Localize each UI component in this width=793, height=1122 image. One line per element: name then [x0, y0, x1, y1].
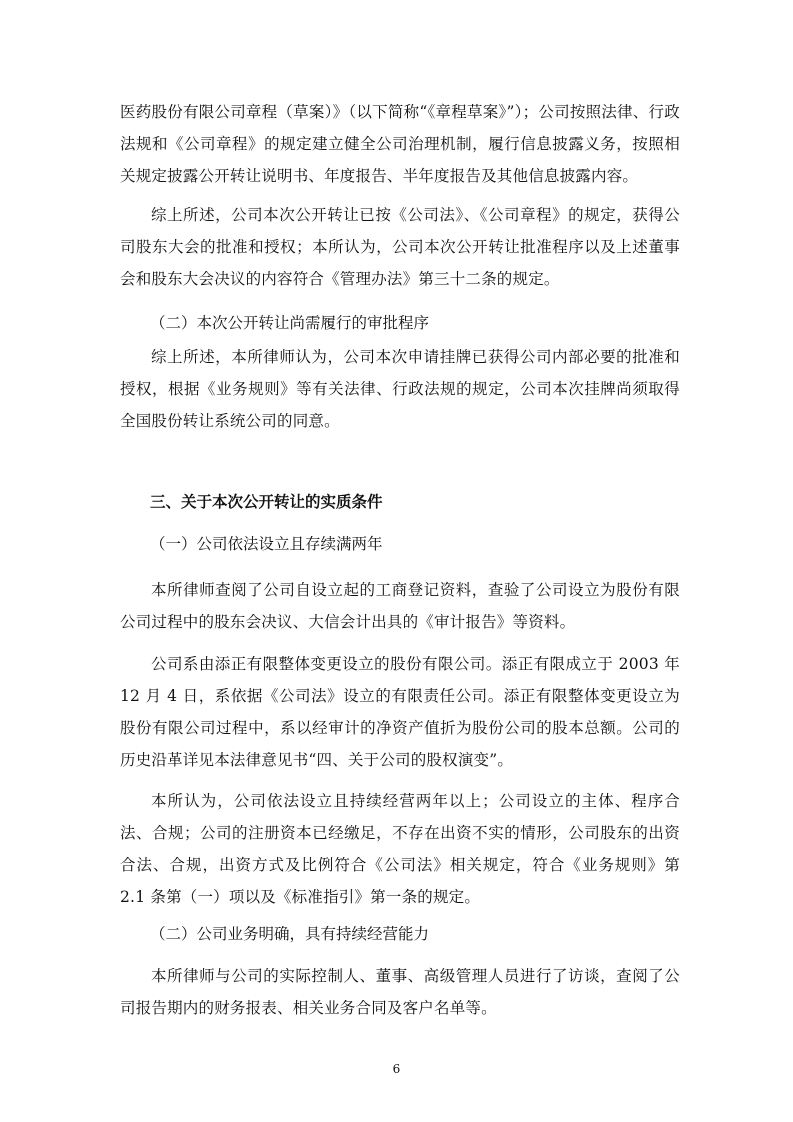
paragraph-articles-draft: 医药股份有限公司章程（草案）》（以下简称“《章程草案》”）；公司按照法律、行政法规和《公司章程》的规定建立健全公司治理机制，履行信息披露义务，按照相关规定披露公开转让说明书、年度报告、半年度报告及其他信息披露内容。 — [120, 103, 680, 185]
subheading-lawful-establishment: （一）公司依法设立且存续满两年 — [150, 535, 383, 553]
paragraph-interviews: 本所律师与公司的实际控制人、董事、高级管理人员进行了访谈，查阅了公司报告期内的财务报表、相关业务合同及客户名单等。 — [120, 967, 680, 1017]
paragraph-legal-opinion: 本所认为，公司依法设立且持续经营两年以上；公司设立的主体、程序合法、合规；公司的注册资本已经缴足，不存在出资不实的情形，公司股东的出资合法、合规，出资方式及比例符合《公司法》相关规定，符合《业务规则》第 2.1 条第（一）项以及《标准指引》第一条的规定。 — [120, 792, 680, 906]
subheading-business-clarity: （二）公司业务明确，具有持续经营能力 — [150, 925, 430, 943]
paragraph-listing-consent: 综上所述，本所律师认为，公司本次申请挂牌已获得公司内部必要的批准和授权，根据《业务规则》等有关法律、行政法规的规定，公司本次挂牌尚须取得全国股份转让系统公司的同意。 — [120, 348, 680, 430]
paragraph-summary-approval: 综上所述，公司本次公开转让已按《公司法》、《公司章程》的规定，获得公司股东大会的批准和授权；本所认为，公司本次公开转让批准程序以及上述董事会和股东大会决议的内容符合《管理办法》第三十二条的规定。 — [120, 206, 680, 288]
page-number: 6 — [392, 1062, 401, 1076]
paragraph-review-records: 本所律师查阅了公司自设立起的工商登记资料，查验了公司设立为股份有限公司过程中的股东会决议、大信会计出具的《审计报告》等资料。 — [120, 581, 680, 631]
subheading-pending-approval: （二）本次公开转让尚需履行的审批程序 — [150, 314, 430, 332]
paragraph-company-history: 公司系由添正有限整体变更设立的股份有限公司。添正有限成立于 2003 年 12 月 4 日，系依据《公司法》设立的有限责任公司。添正有限整体变更设立为股份有限公司过程中，系以经审计的净资产值折为股份公司的股本总额。公司的历史沿革详见本法律意见书“四、关于公司的股权演变”。 — [120, 655, 680, 769]
section-heading-substantive-conditions: 三、关于本次公开转让的实质条件 — [150, 493, 383, 511]
